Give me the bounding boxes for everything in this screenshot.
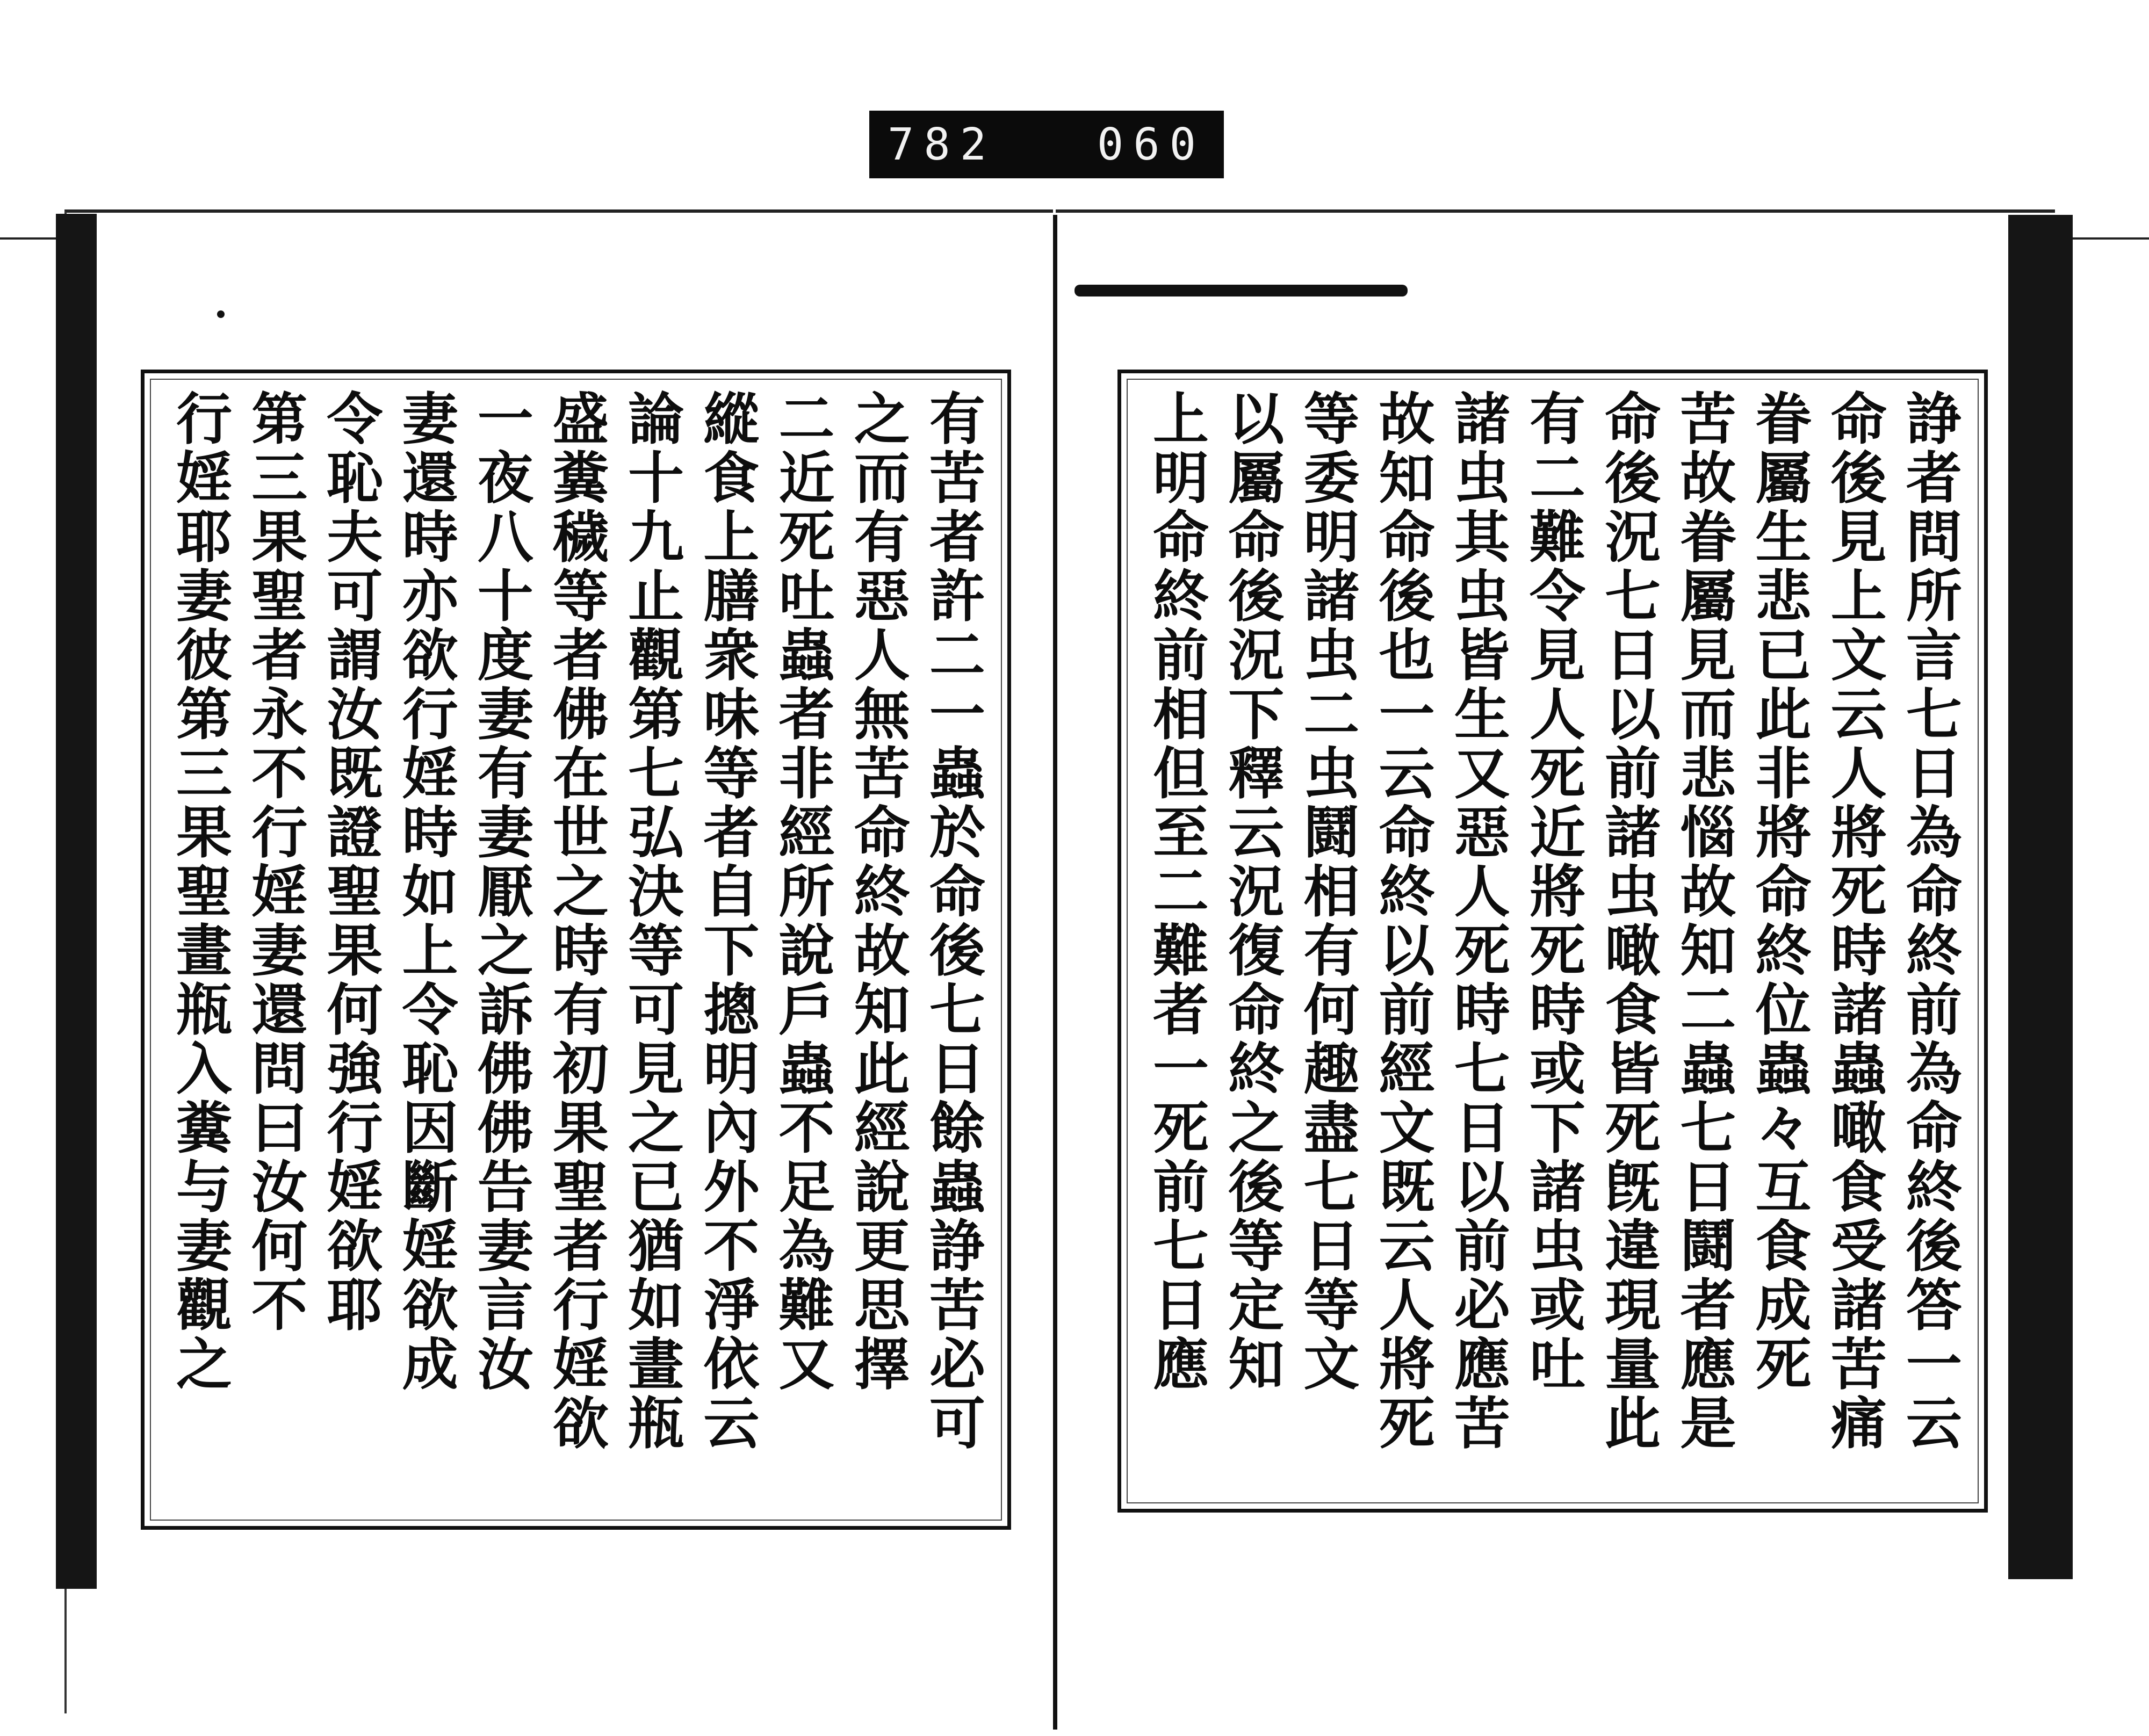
left-book-edge	[56, 214, 97, 1589]
left-text-columns	[166, 389, 986, 1510]
ink-dot	[217, 310, 225, 318]
text-column: 諍者問所言七日為命終前為命終後答一云	[1896, 389, 1963, 1453]
left-text-frame	[141, 370, 1011, 1530]
text-column: 第三果聖者永不行婬妻還問曰汝何不	[242, 389, 308, 1335]
text-column: 眷屬生悲已此非將命終位蟲々互食成死	[1746, 389, 1812, 1394]
text-column: 之而有惡人無苦命終故知此經說更思擇	[844, 389, 911, 1394]
text-column: 以屬命後況下釋云況復命終之後等定知	[1218, 389, 1285, 1394]
text-column: 諸虫其虫皆生又惡人死時七日以前必應苦	[1444, 389, 1511, 1453]
text-column: 有二難令見人死近將死時或下諸虫或吐	[1519, 389, 1586, 1394]
text-column: 論十九止觀第七弘決等可見之已猶如畫瓶	[618, 389, 685, 1453]
right-text-columns	[1143, 389, 1963, 1493]
text-column: 盛糞穢等者佛在世之時有初果聖者行婬欲	[543, 389, 609, 1453]
right-text-frame	[1117, 370, 1988, 1513]
text-column: 等委明諸虫二虫鬪相有何趣盡七日等文	[1294, 389, 1360, 1394]
ink-smear-top-right	[1074, 285, 1408, 296]
text-column: 令恥夫可謂汝既證聖果何強行婬欲耶	[317, 389, 384, 1335]
text-column: 二近死吐蟲者非經所說戶蟲不足為難又	[769, 389, 835, 1394]
right-book-edge	[2008, 215, 2073, 1579]
plate-number-right: 060	[1097, 119, 1206, 170]
text-column: 有苦者許二一蟲於命後七日餘蟲諍苦必可	[919, 389, 986, 1453]
book-gutter	[1053, 215, 1057, 1730]
text-column: 行婬耶妻彼第三果聖畫瓶入糞与妻觀之	[167, 389, 233, 1394]
text-column: 上明命終前相但至二難者一死前七日應	[1143, 389, 1209, 1394]
text-column: 縱食上膳衆味等者自下摠明內外不淨依云	[694, 389, 760, 1453]
plate-number-left: 782	[888, 119, 997, 170]
text-column: 妻還時亦欲行婬時如上令恥因斷婬欲成	[392, 389, 459, 1394]
text-column: 故知命後也一云命終以前經文既云人將死	[1369, 389, 1436, 1453]
text-column: 苦故眷屬見而悲惱故知二蟲七日鬪者應是	[1670, 389, 1737, 1453]
text-column: 一夜八十度妻有妻厭之訴佛佛告妻言汝	[467, 389, 534, 1394]
text-column: 命後況七日以前諸虫噉食皆死旣違現量此	[1595, 389, 1662, 1453]
text-column: 命後見上文云人將死時諸蟲噉食受諸苦痛	[1821, 389, 1887, 1453]
